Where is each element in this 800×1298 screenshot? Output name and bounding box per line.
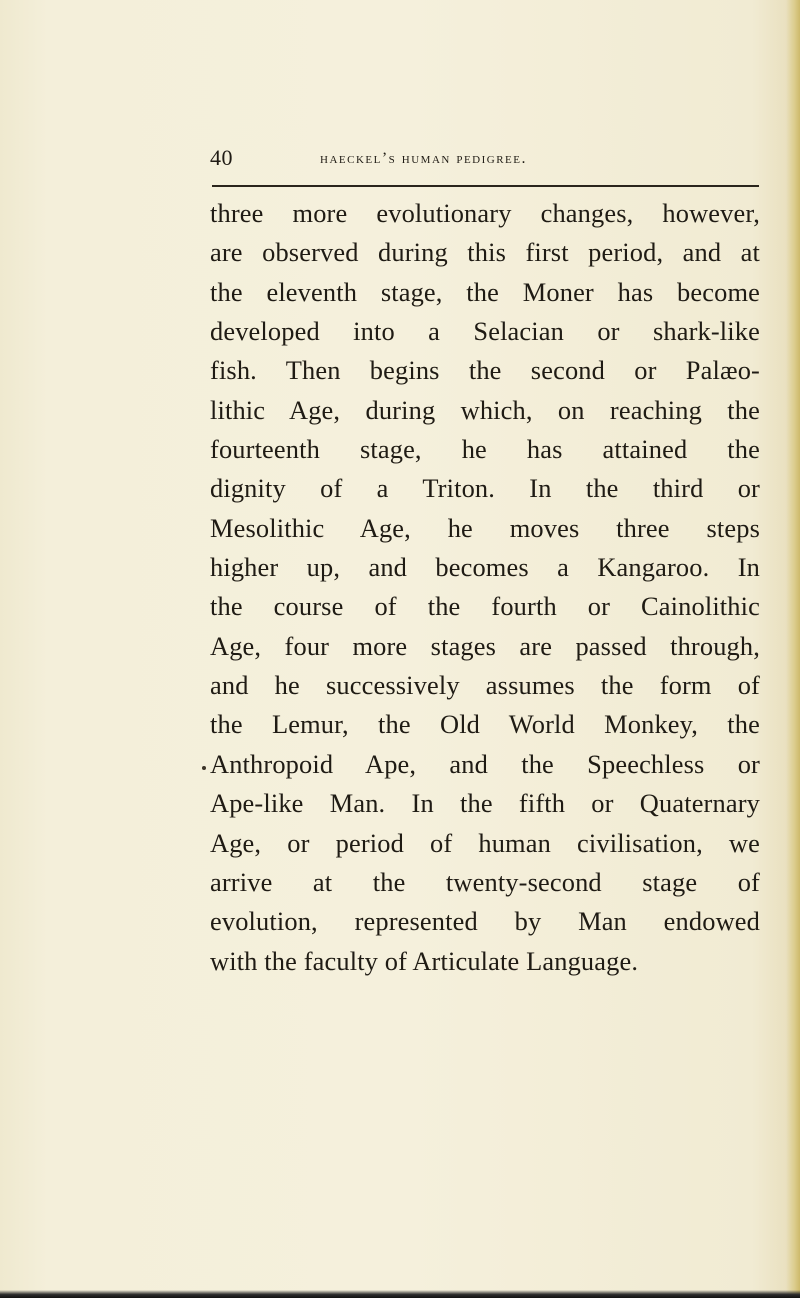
margin-mark [202,766,206,770]
page-header [0,144,800,174]
text-line: Anthropoid Ape, and the Speechless or [210,748,760,779]
text-line: lithic Age, during which, on reaching the [210,394,760,425]
text-line: the course of the fourth or Cainolithic [210,591,760,622]
running-head: haeckel’s human pedigree. [320,150,527,167]
body-text [210,194,760,981]
text-line: evolution, represented by Man endowed [210,906,760,937]
text-line: dignity of a Triton. In the third or [210,473,760,504]
text-line: and he successively assumes the form of [210,670,760,701]
text-line: Mesolithic Age, he moves three steps [210,512,760,543]
page-bottom-edge [0,1290,800,1298]
text-line: arrive at the twenty-second stage of [210,866,760,897]
text-line: with the faculty of Articulate Language. [210,945,639,976]
text-line: the Lemur, the Old World Monkey, the [210,709,760,740]
text-line: Age, or period of human civilisation, we [210,827,760,858]
header-rule [212,185,759,187]
page-number: 40 [210,145,233,170]
text-line: the eleventh stage, the Moner has become [210,276,760,307]
text-line: Age, four more stages are passed through, [210,630,760,661]
text-line: Ape-like Man. In the fifth or Quaternary [210,788,760,819]
text-line: developed into a Selacian or shark-like [210,316,760,347]
text-line: are observed during this first period, and at [210,237,760,268]
text-line: fish. Then begins the second or Palæo- [210,355,760,386]
text-line: three more evolutionary changes, however, [210,198,760,228]
page-edge-shading [786,0,800,1298]
text-line: higher up, and becomes a Kangaroo. In [210,552,760,583]
text-line: fourteenth stage, he has attained the [210,434,760,465]
